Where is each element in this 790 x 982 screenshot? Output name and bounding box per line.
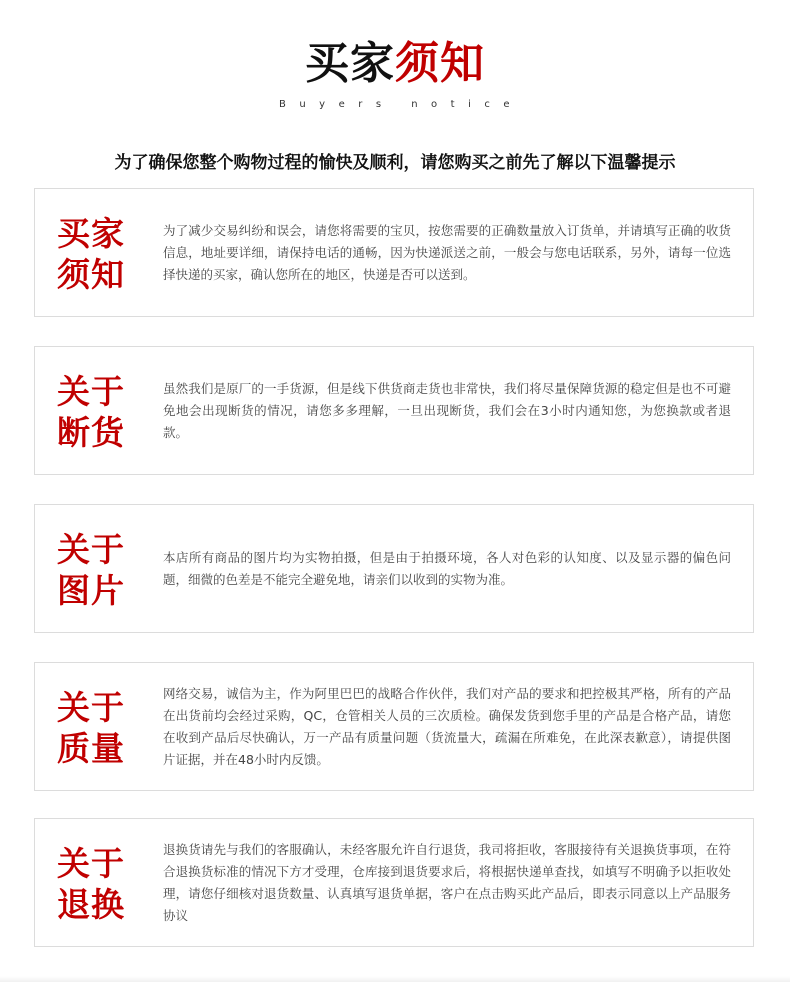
card-title	[57, 371, 133, 453]
card-title-line1: 买家	[57, 214, 125, 253]
card-body: 网络交易，诚信为主，作为阿里巴巴的战略合作伙伴，我们对产品的要求和把控极其严格，所有的产品在出货前均会经过采购，QC，仓管相关人员的三次质检。确保发货到您手里的产品是合格产品，请您在收到产品后尽快确认，万一产品有质量问题（货流量大，疏漏在所难免，在此深表歉意），请提供图片证据，并在48小时内反馈。	[163, 685, 731, 767]
page-title-part2: 须知	[395, 38, 485, 89]
card-body: 虽然我们是原厂的一手货源，但是线下供货商走货也非常快，我们将尽量保障货源的稳定但是也不可避免地会出现断货的情况，请您多多理解，一旦出现断货，我们会在3小时内通知您，为您换款或者退款。	[163, 380, 731, 440]
card-body: 本店所有商品的图片均为实物拍摄，但是由于拍摄环境，各人对色彩的认知度、以及显示器的偏色问题，细微的色差是不能完全避免地，请亲们以收到的实物为准。	[163, 549, 731, 587]
card-title-line1: 关于	[57, 530, 125, 569]
card-title-line1: 关于	[57, 372, 125, 411]
card-title-line2: 图片	[57, 571, 125, 610]
notice-card-stockout	[34, 346, 754, 475]
page-title	[0, 36, 790, 92]
card-title	[57, 529, 133, 611]
intro-text: 为了确保您整个购物过程的愉快及顺利，请您购买之前先了解以下温馨提示	[114, 153, 676, 173]
header	[0, 36, 790, 112]
card-title-line2: 须知	[57, 255, 125, 294]
card-title-line2: 退换	[57, 885, 125, 924]
bottom-divider	[0, 976, 790, 982]
card-title-line2: 断货	[57, 413, 125, 452]
card-body: 退换货请先与我们的客服确认，未经客服允许自行退货，我司将拒收，客服接待有关退换货事项，在符合退换货标准的情况下方才受理，仓库接到退货要求后，将根据快递单查找，如填写不明确予以拒收处理，请您仔细核对退货数量、认真填写退货单据，客户在点击购买此产品后，即表示同意以上产品服务协议	[163, 841, 731, 923]
notice-card-returns	[34, 818, 754, 947]
card-title	[57, 687, 133, 769]
page-title-part1: 买家	[305, 38, 395, 89]
notice-card-buyer	[34, 188, 754, 317]
card-title	[57, 213, 133, 295]
card-body: 为了减少交易纠纷和误会，请您将需要的宝贝，按您需要的正确数量放入订货单，并请填写正确的收货信息，地址要详细，请保持电话的通畅，因为快递派送之前，一般会与您电话联系，另外，请每一位选择快递的买家，确认您所在的地区，快递是否可以送到。	[163, 222, 731, 282]
card-title-line1: 关于	[57, 844, 125, 883]
card-title-line2: 质量	[57, 729, 125, 768]
notice-card-quality	[34, 662, 754, 791]
card-title	[57, 843, 133, 925]
notice-card-pictures	[34, 504, 754, 633]
page-subtitle: Buyers notice	[278, 99, 524, 110]
card-title-line1: 关于	[57, 688, 125, 727]
